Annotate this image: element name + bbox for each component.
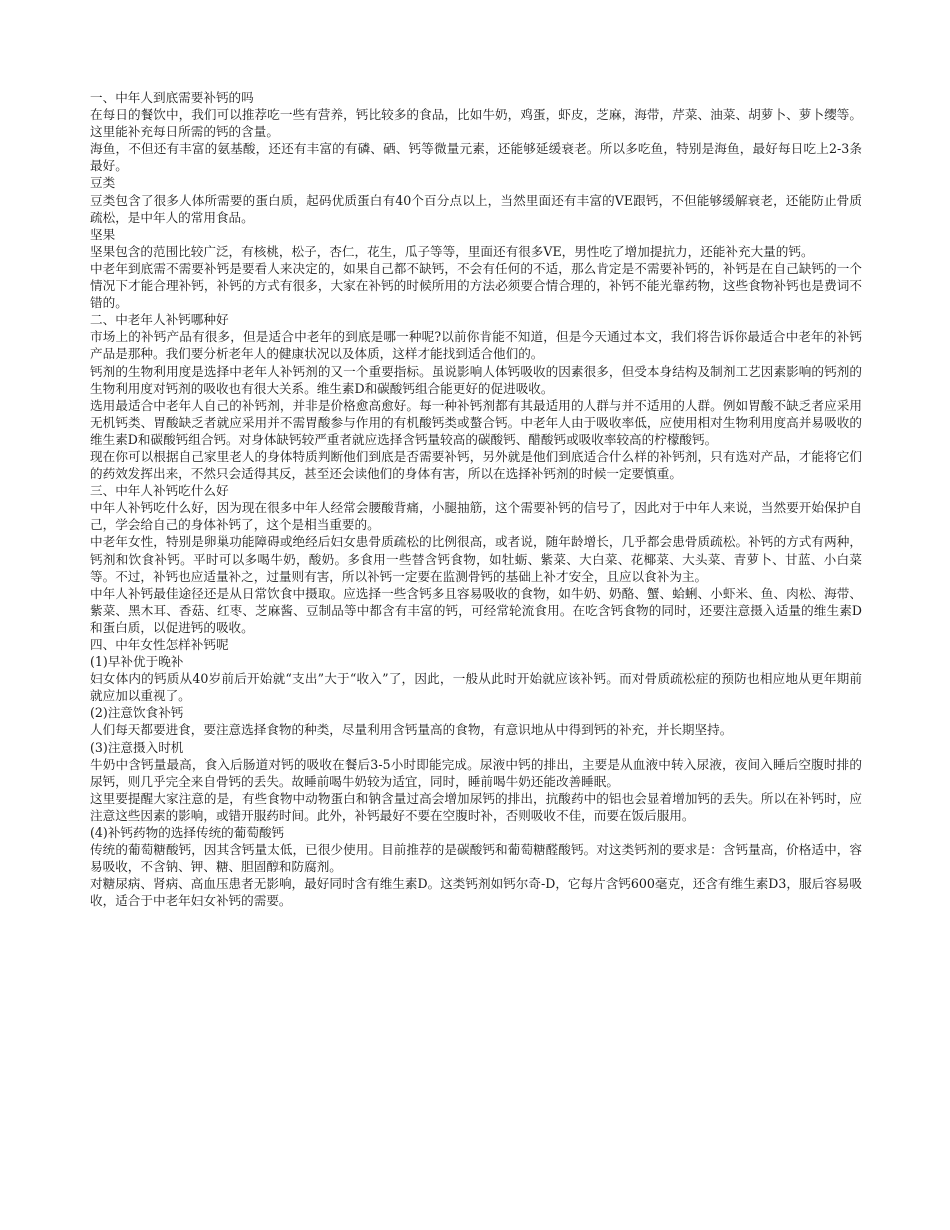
paragraph: 钙剂的生物利用度是选择中老年人补钙剂的又一个重要指标。虽说影响人体钙吸收的因素很多，但受本身结构及制剂工艺因素影响的钙剂的生物利用度对钙剂的吸收也有很大关系。维生素D和碳酸钙组合能更好的促进吸收。 (90, 363, 862, 396)
paragraph: 豆类包含了很多人体所需要的蛋白质，起码优质蛋白有40个百分点以上，当然里面还有丰富的VE跟钙，不但能够缓解衰老，还能防止骨质疏松，是中年人的常用食品。 (90, 192, 862, 225)
document-body (90, 89, 862, 910)
subheading-nuts: 坚果 (90, 226, 116, 242)
paragraph: 中老年女性，特别是卵巢功能障碍或绝经后妇女患骨质疏松的比例很高，或者说，随年龄增长，几乎都会患骨质疏松。补钙的方式有两种，钙剂和饮食补钙。平时可以多喝牛奶，酸奶。多食用一些替含钙食物，如牡蛎、紫菜、大白菜、花椰菜、大头菜、青萝卜、甘蓝、小白菜等。不过，补钙也应适量补之，过量则有害，所以补钙一定要在监测骨钙的基础上补才安全，且应以食补为主。 (90, 534, 862, 584)
paragraph: 对糖尿病、肾病、高血压患者无影响，最好同时含有维生素D。这类钙剂如钙尔奇-D，它每片含钙600毫克，还含有维生素D3，服后容易吸收，适合于中老年妇女补钙的需要。 (90, 876, 862, 909)
paragraph: 市场上的补钙产品有很多，但是适合中老年的到底是哪一种呢?以前你肯能不知道，但是今天通过本文，我们将告诉你最适合中老年的补钙产品是那种。我们要分析老年人的健康状况以及体质，这样才能找到适合他们的。 (90, 329, 862, 362)
subheading-3: (3)注意摄入时机 (90, 739, 184, 755)
heading-3: 三、中年人补钙吃什么好 (90, 483, 229, 499)
subheading-4: (4)补钙药物的选择传统的葡萄酸钙 (90, 825, 285, 841)
heading-2: 二、中老年人补钙哪种好 (90, 312, 229, 328)
paragraph: 中年人补钙最佳途径还是从日常饮食中摄取。应选择一些含钙多且容易吸收的食物，如牛奶、奶酪、蟹、蛤蜊、小虾米、鱼、肉松、海带、紫菜、黑木耳、香菇、红枣、芝麻酱、豆制品等中都含有丰富的钙，可经常轮流食用。在吃含钙食物的同时，还要注意摄入适量的维生素D和蛋白质，以促进钙的吸收。 (90, 585, 862, 635)
paragraph: 这里要提醒大家注意的是，有些食物中动物蛋白和钠含量过高会增加尿钙的排出，抗酸药中的铝也会显着增加钙的丢失。所以在补钙时，应注意这些因素的影响，或错开服药时间。此外，补钙最好不要在空腹时补，否则吸收不佳，而要在饭后服用。 (90, 790, 862, 823)
paragraph: 选用最适合中老年人自己的补钙剂，并非是价格愈高愈好。每一种补钙剂都有其最适用的人群与并不适用的人群。例如胃酸不缺乏者应采用无机钙类、胃酸缺乏者就应采用并不需胃酸参与作用的有机酸钙类或螯合钙。中老年人由于吸收率低，应使用相对生物利用度高并易吸收的维生素D和碳酸钙组合钙。对身体缺钙较严重者就应选择含钙量较高的碳酸钙、醋酸钙或吸收率较高的柠檬酸钙。 (90, 397, 862, 447)
heading-1: 一、中年人到底需要补钙的吗 (90, 90, 254, 105)
heading-4: 四、中年女性怎样补钙呢 (90, 637, 229, 652)
subheading-1: (1)早补优于晚补 (90, 654, 184, 670)
paragraph: 传统的葡萄糖酸钙，因其含钙量太低，已很少使用。目前推荐的是碳酸钙和葡萄糖醛酸钙。对这类钙剂的要求是：含钙量高，价格适中，容易吸收，不含钠、钾、糖、胆固醇和防腐剂。 (90, 842, 862, 875)
paragraph: 海鱼，不但还有丰富的氨基酸，还还有丰富的有磷、硒、钙等微量元素，还能够延缓衰老。所以多吃鱼，特别是海鱼，最好每日吃上2-3条最好。 (90, 141, 862, 174)
paragraph: 中老年到底需不需要补钙是要看人来决定的，如果自己都不缺钙，不会有任何的不适，那么肯定是不需要补钙的，补钙是在自己缺钙的一个情况下才能合理补钙，补钙的方式有很多，大家在补钙的时候所用的方法必须要合情合理的，补钙不能光靠药物，这些食物补钙也是费词不错的。 (90, 260, 862, 311)
paragraph: 现在你可以根据自己家里老人的身体特质判断他们到底是否需要补钙，另外就是他们到底适合什么样的补钙剂，只有选对产品，才能将它们的药效发挥出来，不然只会适得其反，甚至还会读他们的身体有害，所以在选择补钙剂的时候一定要慎重。 (90, 448, 862, 482)
subheading-2: (2)注意饮食补钙 (90, 705, 184, 721)
paragraph: 中年人补钙吃什么好，因为现在很多中年人经常会腰酸背痛，小腿抽筋，这个需要补钙的信号了，因此对于中年人来说，当然要开始保护自己，学会给自己的身体补钙了，这个是相当重要的。 (90, 500, 862, 533)
paragraph: 坚果包含的范围比较广泛，有核桃，松子，杏仁，花生，瓜子等等，里面还有很多VE，男性吃了增加提抗力，还能补充大量的钙。 (90, 243, 814, 259)
paragraph: 人们每天都要进食，要注意选择食物的种类，尽量利用含钙量高的食物，有意识地从中得到钙的补充，并长期坚持。 (90, 722, 733, 738)
paragraph: 在每日的餐饮中，我们可以推荐吃一些有营养，钙比较多的食品，比如牛奶，鸡蛋，虾皮，芝麻，海带，芹菜、油菜、胡萝卜、萝卜缨等。这里能补充每日所需的钙的含量。 (90, 107, 862, 140)
paragraph: 牛奶中含钙量最高，食入后肠道对钙的吸收在餐后3-5小时即能完成。尿液中钙的排出，主要是从血液中转入尿液，夜间入睡后空腹时排的尿钙，则几乎完全来自骨钙的丢失。故睡前喝牛奶较为适宜，同时，睡前喝牛奶还能改善睡眠。 (90, 756, 862, 789)
paragraph: 妇女体内的钙质从40岁前后开始就“支出”大于“收入”了，因此，一般从此时开始就应该补钙。而对骨质疏松症的预防也相应地从更年期前就应加以重视了。 (90, 671, 862, 704)
subheading-beans: 豆类 (90, 175, 116, 191)
